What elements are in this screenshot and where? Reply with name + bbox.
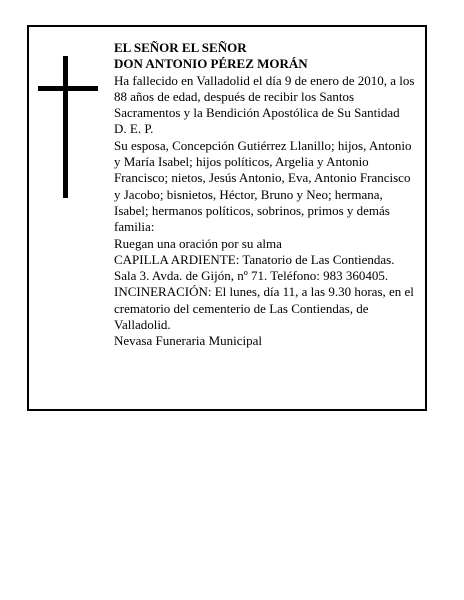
funeral-chapel-info: CAPILLA ARDIENTE: Tanatorio de Las Contiendas. Sala 3. Avda. de Gijón, nº 71. Teléfono: 983 360405. bbox=[114, 251, 395, 284]
cross-vertical-bar bbox=[63, 56, 68, 198]
family-list: Su esposa, Concepción Gutiérrez Llanillo; hijos, Antonio y María Isabel; hijos políticos, Argelia y Antonio Francisco; nietos, Jesús Antonio, Eva, Antonio Francisco y Jacobo; bisnietos, Héctor, Bruno y Neo; hermana, Isabel; hermanos políticos, sobrinos, primos y demás familia: bbox=[114, 137, 412, 235]
title-line-1: EL SEÑOR EL SEÑOR bbox=[114, 40, 247, 55]
death-announcement: Ha fallecido en Valladolid el día 9 de enero de 2010, a los 88 años de edad, después de recibir los Santos Sacramentos y la Bendición Apostólica de Su Santidad bbox=[114, 72, 415, 121]
funeral-home: Nevasa Funeraria Municipal bbox=[114, 333, 263, 349]
deceased-name: DON ANTONIO PÉREZ MORÁN bbox=[114, 56, 308, 72]
dep-line: D. E. P. bbox=[114, 121, 154, 137]
obituary-text bbox=[114, 40, 418, 350]
cross-horizontal-bar bbox=[38, 86, 98, 91]
cremation-info: INCINERACIÓN: El lunes, día 11, a las 9.30 horas, en el crematorio del cementerio de Las Contiendas, de Valladolid. bbox=[114, 284, 414, 333]
cross-icon bbox=[38, 56, 98, 198]
prayer-request: Ruegan una oración por su alma bbox=[114, 235, 282, 251]
